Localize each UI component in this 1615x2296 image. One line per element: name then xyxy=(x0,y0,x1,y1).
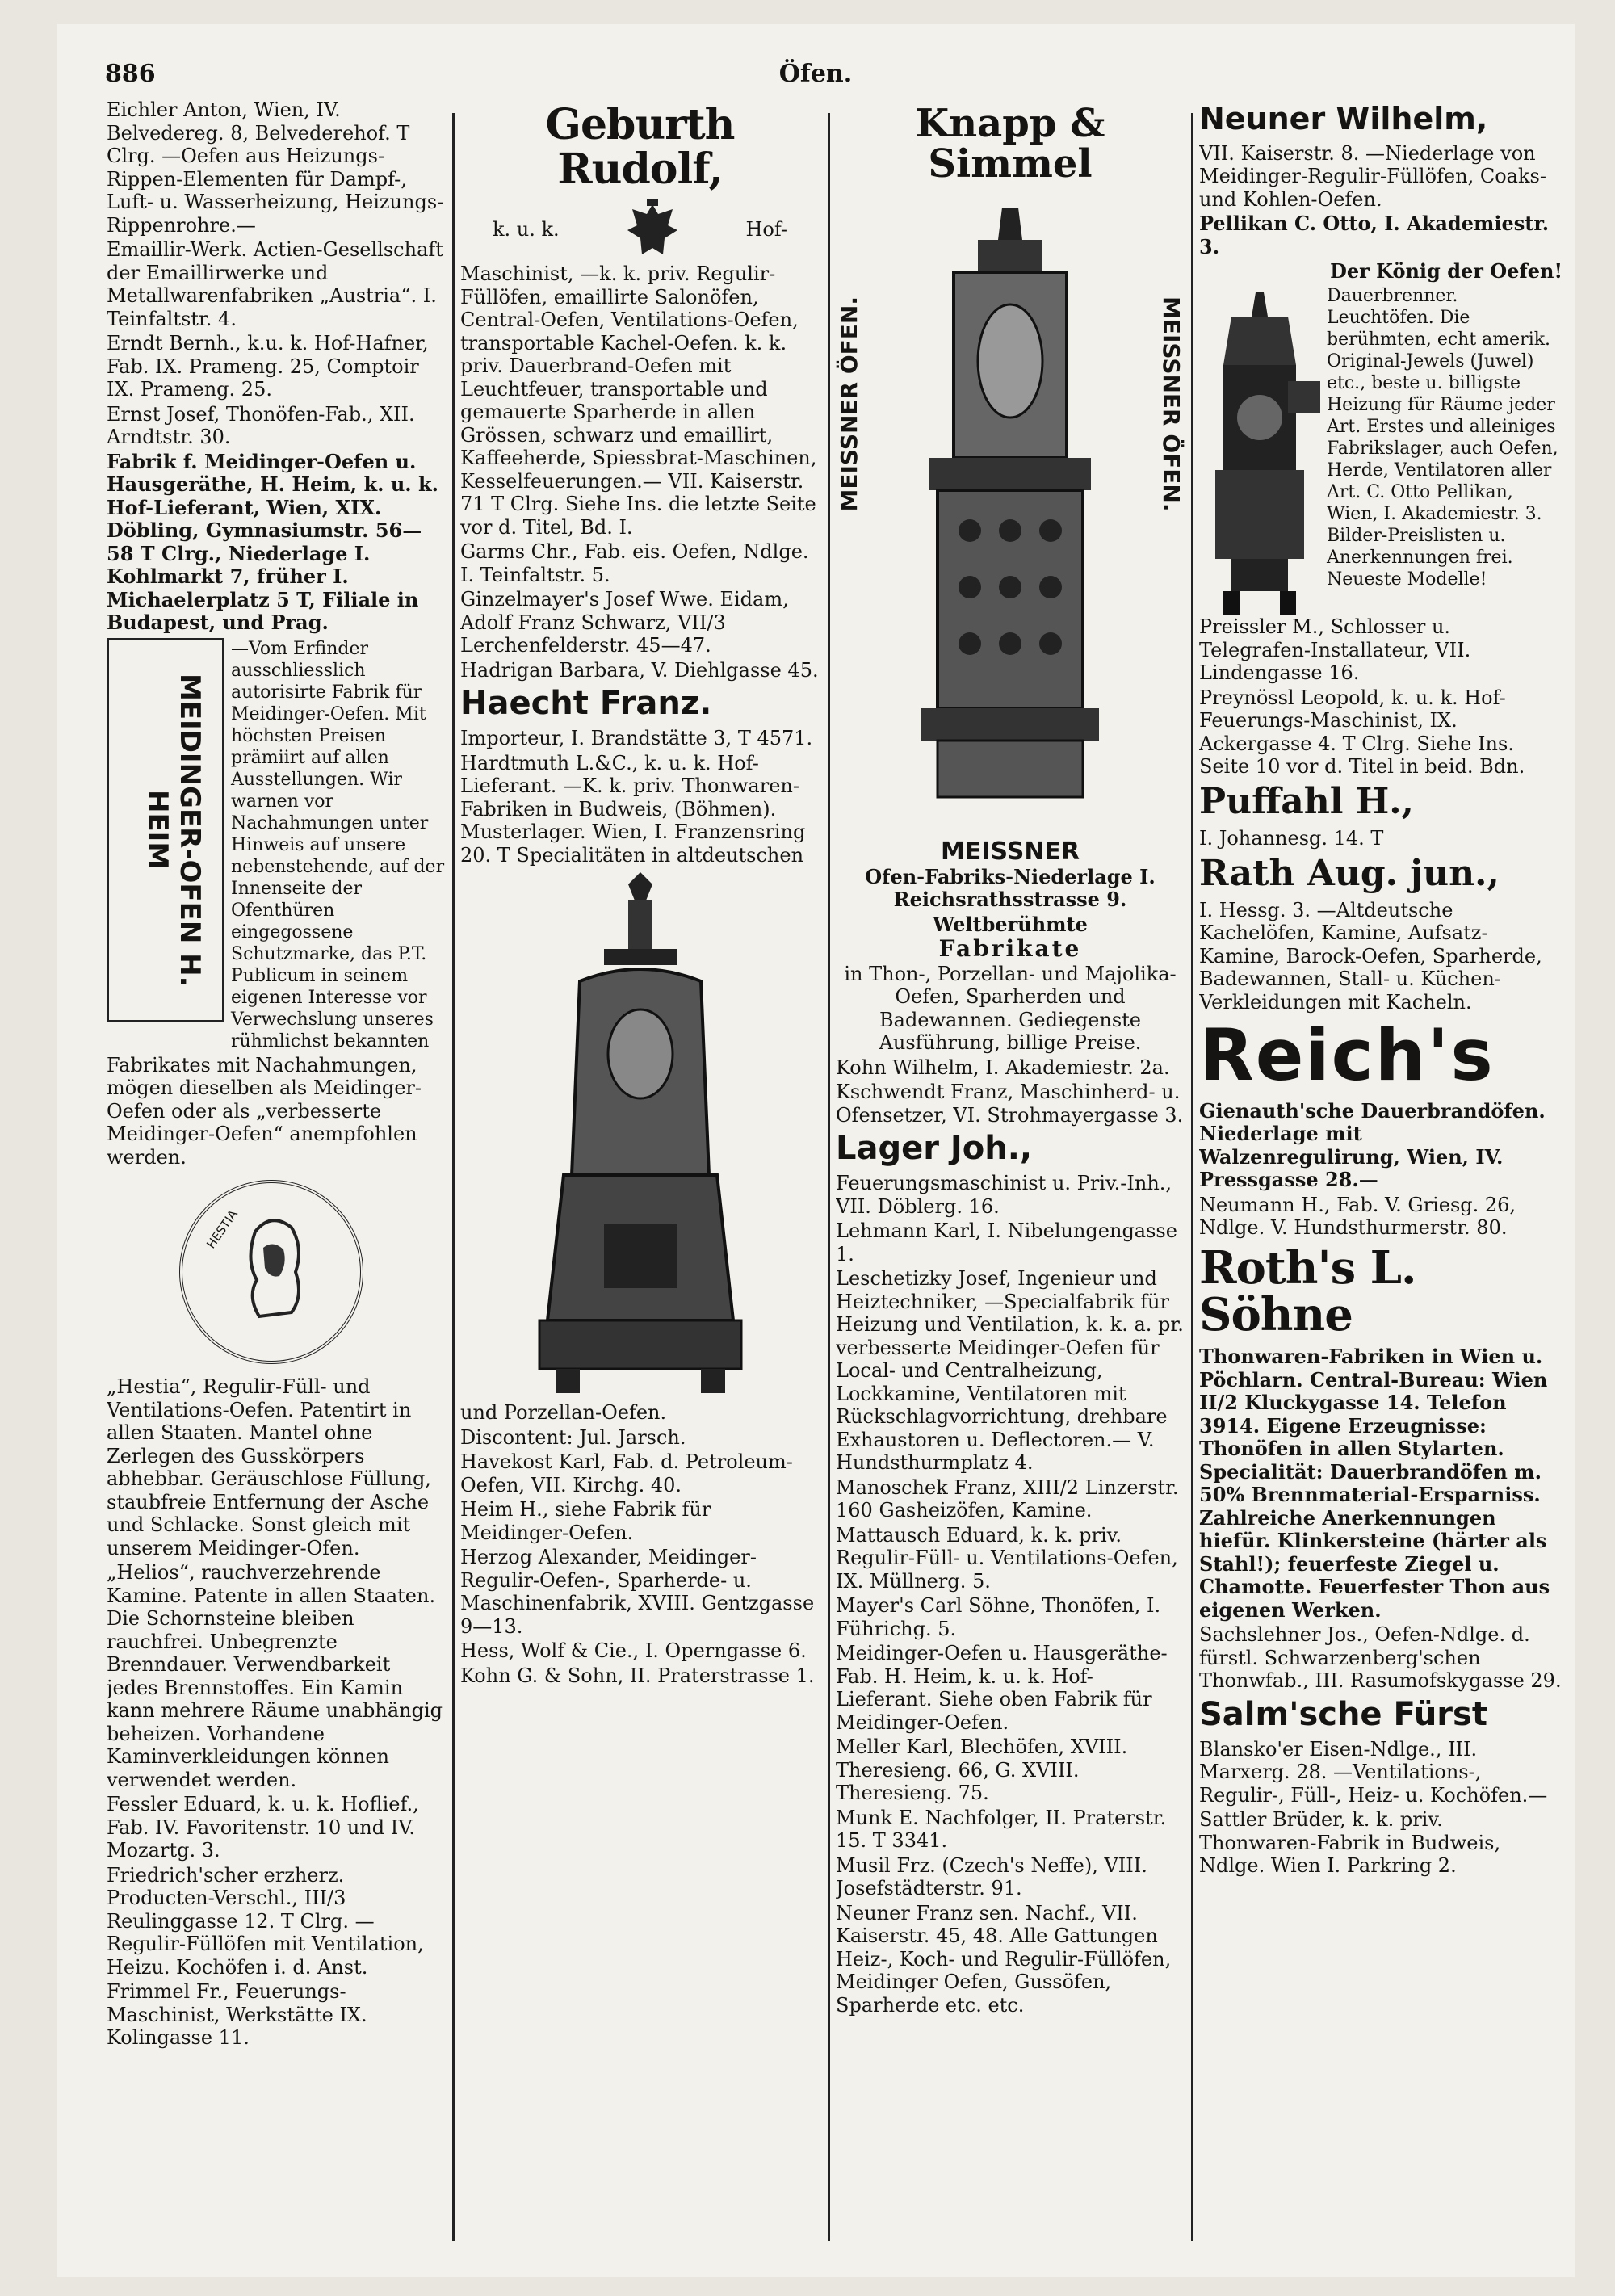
puffahl-description: I. Johannesg. 14. T xyxy=(1199,827,1384,850)
directory-entry: Kohn Wilhelm, I. Akademiestr. 2a. xyxy=(836,1056,1170,1079)
directory-entry: Sachslehner Jos., Oefen-Ndlge. d. fürstl. Schwarzenberg'schen Thonwfab., III. Rasumofskygasse 29. xyxy=(1199,1623,1562,1693)
directory-entry: Manoschek Franz, XIII/2 Linzerstr. 160 Gasheizöfen, Kamine. xyxy=(836,1475,1179,1522)
column-divider xyxy=(828,113,830,2241)
directory-entry: Meller Karl, Blechöfen, XVIII. Theresieng. 66, G. XVIII. Theresieng. 75. xyxy=(836,1736,1128,1805)
double-eagle-crest-icon xyxy=(624,198,681,262)
column-divider xyxy=(452,113,455,2241)
knapp-simmel-headline: Knapp & Simmel xyxy=(915,101,1105,187)
page-number: 886 xyxy=(105,60,156,88)
haecht-description: Importeur, I. Brandstätte 3, T 4571. xyxy=(460,727,813,750)
neumann-entry: Neumann H., Fab. V. Griesg. 26, Ndlge. V. Hundsthurmerstr. 80. xyxy=(1199,1193,1516,1240)
hardtmuth-description: Hardtmuth L.&C., k. u. k. Hof-Lieferant. —K. k. priv. Thonwaren-Fabriken in Budweis, (Böhmen). Musterlager. Wien, I. Franzensring 20. T Specialitäten in altdeutschen xyxy=(460,751,806,867)
haecht-headline: Haecht Franz. xyxy=(460,685,712,723)
heim-description-continued: Fabrikates mit Nachahmungen, mögen dieselben als Meidinger-Oefen oder als „verbesserte Meidinger-Oefen“ anempfohlen werden. xyxy=(107,1053,422,1169)
directory-page xyxy=(57,24,1575,2277)
sattler-entry: Sattler Brüder, k. k. priv. Thonwaren-Fabrik in Budweis, Ndlge. Wien I. Parkring 2. xyxy=(1199,1808,1501,1878)
heim-description: —Vom Erfinder ausschliesslich autorisirte Fabrik für Meidinger-Oefen. Mit höchsten Preisen prämiirt auf allen Ausstellungen. Wir warnen vor Nachahmungen unter Hinweis auf unsere nebenstehende, auf der Innenseite der Ofenthüren eingegossene Schutzmarke, das P.T. Publicum in seinem eigenen Interesse vor Verwechslung unseres rühmlichst bekannten xyxy=(231,638,445,1051)
column-4 xyxy=(1199,99,1563,2247)
salm-description: Blansko'er Eisen-Ndlge., III. Marxerg. 28. —Ventilations-, Regulir-, Füll-, Heiz- u. Kochöfen.— xyxy=(1199,1737,1548,1807)
meissner-niederlage: Ofen-Fabriks-Niederlage I. Reichsrathsstrasse 9. xyxy=(865,864,1156,912)
directory-entry: Meidinger-Oefen u. Hausgeräthe-Fab. H. Heim, k. u. k. Hof-Lieferant. Siehe oben Fabrik für Meidinger-Oefen. xyxy=(836,1642,1168,1734)
column-1 xyxy=(107,99,446,2247)
geburth-headline: Geburth Rudolf, xyxy=(545,100,735,194)
directory-entry: Preynössl Leopold, k. u. k. Hof-Feuerungs-Maschinist, IX. Ackergasse 4. T Clrg. Siehe Ins. Seite 10 vor d. Titel in beid. Bdn. xyxy=(1199,686,1525,779)
directory-entry: Leschetizky Josef, Ingenieur und Heiztechniker, —Specialfabrik für Heizung und Ventilation, k. k. a. pr. verbesserte Meidinger-Oefen für Local- und Centralheizung, Lockkamine, Ventilatoren mit Rückschlagvorrichtung, drehbare Exhaustoren u. Deflectoren.— V. Hundsthurmplatz 4. xyxy=(836,1267,1184,1475)
meissner-weltberuehmte: Weltberühmte xyxy=(933,912,1088,936)
directory-entry: Ernst Josef, Thonöfen-Fab., XII. Arndtstr. 30. xyxy=(107,402,415,448)
directory-entry: Havekost Karl, Fab. d. Petroleum-Oefen, VII. Kirchg. 40. xyxy=(460,1450,793,1496)
neuner-description: VII. Kaiserstr. 8. —Niederlage von Meidinger-Regulir-Füllöfen, Coaks- und Kohlen-Oefen. xyxy=(1199,141,1546,211)
geburth-description: Maschinist, —k. k. priv. Regulir-Füllöfen, emaillirte Salonöfen, Central-Oefen, Ventilations-Oefen, transportable Kachel-Oefen. k. k. priv. Dauerbrand-Oefen mit Leuchtfeuer, transportable und gemauerte Sparherde in allen Grössen, schwarz und emaillirt, Kaffeeherde, Spiessbrat-Maschinen, Kesselfeuerungen.— VII. Kaiserstr. 71 T Clrg. Siehe Ins. die letzte Seite vor d. Titel, Bd. I. xyxy=(460,262,817,539)
majolika-stove-illustration xyxy=(507,868,774,1401)
jewel-stove-icon xyxy=(1199,292,1320,615)
column-divider xyxy=(1191,113,1193,2241)
roth-description: Thonwaren-Fabriken in Wien u. Pöchlarn. Central-Bureau: Wien II/2 Kluckygasse 14. Telefon 3914. Eigene Erzeugnisse: Thonöfen in allen Stylarten. Specialität: Dauerbrandöfen m. 50% Brennmaterial-Ersparniss. Zahlreiche Anerkennungen hiefür. Klinkersteine (härter als Stahl!); feuerfeste Ziegel u. Chamotte. Feuerfester Thon aus eigenen Werken. xyxy=(1199,1345,1550,1622)
column-2 xyxy=(460,99,820,2247)
hestia-portrait-icon xyxy=(182,1183,360,1361)
directory-entry: Herzog Alexander, Meidinger-Regulir-Oefen-, Sparherde- u. Maschinenfabrik, XVIII. Gentzgasse 9—13. xyxy=(460,1546,815,1638)
directory-entry: Erndt Bernh., k.u. k. Hof-Hafner, Fab. IX. Prameng. 25, Comptoir IX. Prameng. 25. xyxy=(107,332,429,401)
directory-entry: Heim H., siehe Fabrik für Meidinger-Oefen. xyxy=(460,1498,711,1544)
ornate-stove-icon xyxy=(507,868,774,1401)
directory-entry: Hadrigan Barbara, V. Diehlgasse 45. xyxy=(460,658,819,682)
puffahl-headline: Puffahl H., xyxy=(1199,780,1414,822)
roth-headline: Roth's L. Söhne xyxy=(1199,1240,1416,1342)
directory-entry: Mattausch Eduard, k. k. priv. Regulir-Füll- u. Ventilations-Oefen, IX. Müllnerg. 5. xyxy=(836,1523,1178,1593)
meissner-left-label: MEISSNER ÖFEN. xyxy=(836,296,862,512)
rath-description: I. Hessg. 3. —Altdeutsche Kachelöfen, Kamine, Aufsatz-Kamine, Barock-Oefen, Sparherde, Badewannen, Stall- u. Küchen-Verkleidungen mit Kacheln. xyxy=(1199,898,1542,1014)
directory-entry: Kohn G. & Sohn, II. Praterstrasse 1. xyxy=(460,1664,815,1687)
hestia-description: „Hestia“, Regulir-Füll- und Ventilations-Oefen. Patentirt in allen Staaten. Mantel ohne Zerlegen des Gusskörpers abhebbar. Geräuschlose Füllung, staubfreie Entfernung der Asche und Schlacke. Sonst gleich mit unserem Meidinger-Ofen. xyxy=(107,1375,431,1559)
reichs-headline: Reich's xyxy=(1199,1014,1495,1098)
tiled-stove-icon xyxy=(889,208,1131,821)
meissner-right-label: MEISSNER ÖFEN. xyxy=(1158,296,1185,512)
kuk-label: k. u. k. xyxy=(493,217,560,241)
directory-entry: Eichler Anton, Wien, IV. Belvedereg. 8, Belvederehof. T Clrg. —Oefen aus Heizungs-Rippen-Elementen für Dampf-, Luft- u. Wasserheizung, Heizungs-Rippenrohre.— xyxy=(107,99,444,237)
directory-entry: Fabrik f. Meidinger-Oefen u. Hausgeräthe, H. Heim, k. u. k. Hof-Lieferant, Wien, XIX. Döbling, Gymnasiumstr. 56—58 T Clrg., Niederlage I. Kohlmarkt 7, früher I. Michaelerplatz 5 T, Filiale in Budapest, und Prag. xyxy=(107,449,438,634)
directory-entry: Musil Frz. (Czech's Neffe), VIII. Josefstädterstr. 91. xyxy=(836,1853,1147,1900)
directory-entry: Fessler Eduard, k. u. k. Hoflief., Fab. IV. Favoritenstr. 10 und IV. Mozartg. 3. xyxy=(107,1793,419,1862)
porzellan-caption: und Porzellan-Oefen. xyxy=(460,1401,667,1425)
directory-entry: Ginzelmayer's Josef Wwe. Eidam, Adolf Franz Schwarz, VII/3 Lerchenfelderstr. 45—47. xyxy=(460,588,789,657)
hof-label: Hof- xyxy=(745,217,787,241)
hestia-label: HESTIA xyxy=(203,1207,241,1252)
page-title: Öfen. xyxy=(778,60,853,88)
directory-entry: Garms Chr., Fab. eis. Oefen, Ndlge. I. Teinfaltstr. 5. xyxy=(460,540,809,586)
directory-entry: Emaillir-Werk. Actien-Gesellschaft der Emaillirwerke und Metallwarenfabriken „Austria“. I. Teinfaltstr. 4. xyxy=(107,238,443,330)
meissner-fabrikate: Fabrikate xyxy=(938,935,1082,963)
directory-entry: Frimmel Fr., Feuerungs-Maschinist, Werkstätte IX. Kolingasse 11. xyxy=(107,1980,367,2049)
heim-trademark xyxy=(107,638,224,1022)
directory-entry: Lehmann Karl, I. Nibelungengasse 1. xyxy=(836,1219,1177,1266)
hestia-medallion xyxy=(179,1180,363,1364)
column-3 xyxy=(836,99,1185,2247)
neuner-wilhelm-headline: Neuner Wilhelm, xyxy=(1199,101,1488,136)
meissner-ad xyxy=(836,191,1185,837)
directory-entry: Preissler M., Schlosser u. Telegrafen-Installateur, VII. Lindengasse 16. xyxy=(1199,615,1471,685)
pellikan-description: Dauerbrenner. Leuchtöfen. Die berühmten, echt amerik. Original-Jewels (Juwel) etc., beste u. billigste Heizung für Räume jeder Art. Erstes und alleiniges Fabrikslager, auch Oefen, Herde, Ventilatoren aller Art. C. Otto Pellikan, Wien, I. Akademiestr. 3. Bilder-Preislisten u. Anerkennungen frei. Neueste Modelle! xyxy=(1327,285,1558,590)
meissner-title: MEISSNER xyxy=(940,837,1080,866)
meissner-fabrikate-text: in Thon-, Porzellan- und Majolika-Oefen, Sparherden und Badewannen. Gediegenste Ausführung, billige Preise. xyxy=(844,962,1177,1055)
directory-entry: Mayer's Carl Söhne, Thonöfen, I. Führichg. 5. xyxy=(836,1594,1161,1640)
directory-entry: Munk E. Nachfolger, II. Praterstr. 15. T 3341. xyxy=(836,1806,1167,1853)
rath-headline: Rath Aug. jun., xyxy=(1199,852,1500,894)
pellikan-entry: Pellikan C. Otto, I. Akademiestr. 3. xyxy=(1199,212,1550,258)
directory-entry: Neuner Franz sen. Nachf., VII. Kaiserstr. 45, 48. Alle Gattungen Heiz-, Koch- und Regulir-Füllöfen, Meidinger Oefen, Gussöfen, Sparherde etc. etc. xyxy=(836,1901,1172,2017)
salm-headline: Salm'sche Fürst xyxy=(1199,1695,1487,1733)
directory-entry: Discontent: Jul. Jarsch. xyxy=(460,1425,686,1449)
directory-entry: Hess, Wolf & Cie., I. Operngasse 6. xyxy=(460,1639,807,1663)
lager-description: Feuerungsmaschinist u. Priv.-Inh., VII. Döblerg. 16. xyxy=(836,1172,1172,1218)
helios-description: „Helios“, rauchverzehrende Kamine. Patente in allen Staaten. Die Schornsteine bleiben rauchfrei. Unbegrenzte Brenndauer. Verwendbarkeit jedes Brennstoffes. Ein Kamin kann mehrere Räume unabhängig beheizen. Vorhandene Kaminverkleidungen können verwendet werden. xyxy=(107,1561,443,1791)
heim-logo-text: MEIDINGER-OFEN H. HEIM xyxy=(141,673,206,987)
directory-entry: Friedrich'scher erzherz. Producten-Verschl., III/3 Reulinggasse 12. T Clrg. —Regulir-Füllöfen mit Ventilation, Heizu. Kochöfen i. d. Anst. xyxy=(107,1863,424,1979)
koenig-headline: Der König der Oefen! xyxy=(1330,259,1563,283)
reichs-description: Gienauth'sche Dauerbrandöfen. Niederlage mit Walzenregulirung, Wien, IV. Pressgasse 28.— xyxy=(1199,1098,1546,1192)
lager-headline: Lager Joh., xyxy=(836,1130,1033,1168)
directory-entry: Kschwendt Franz, Maschinherd- u. Ofensetzer, VI. Strohmayergasse 3. xyxy=(836,1081,1184,1127)
